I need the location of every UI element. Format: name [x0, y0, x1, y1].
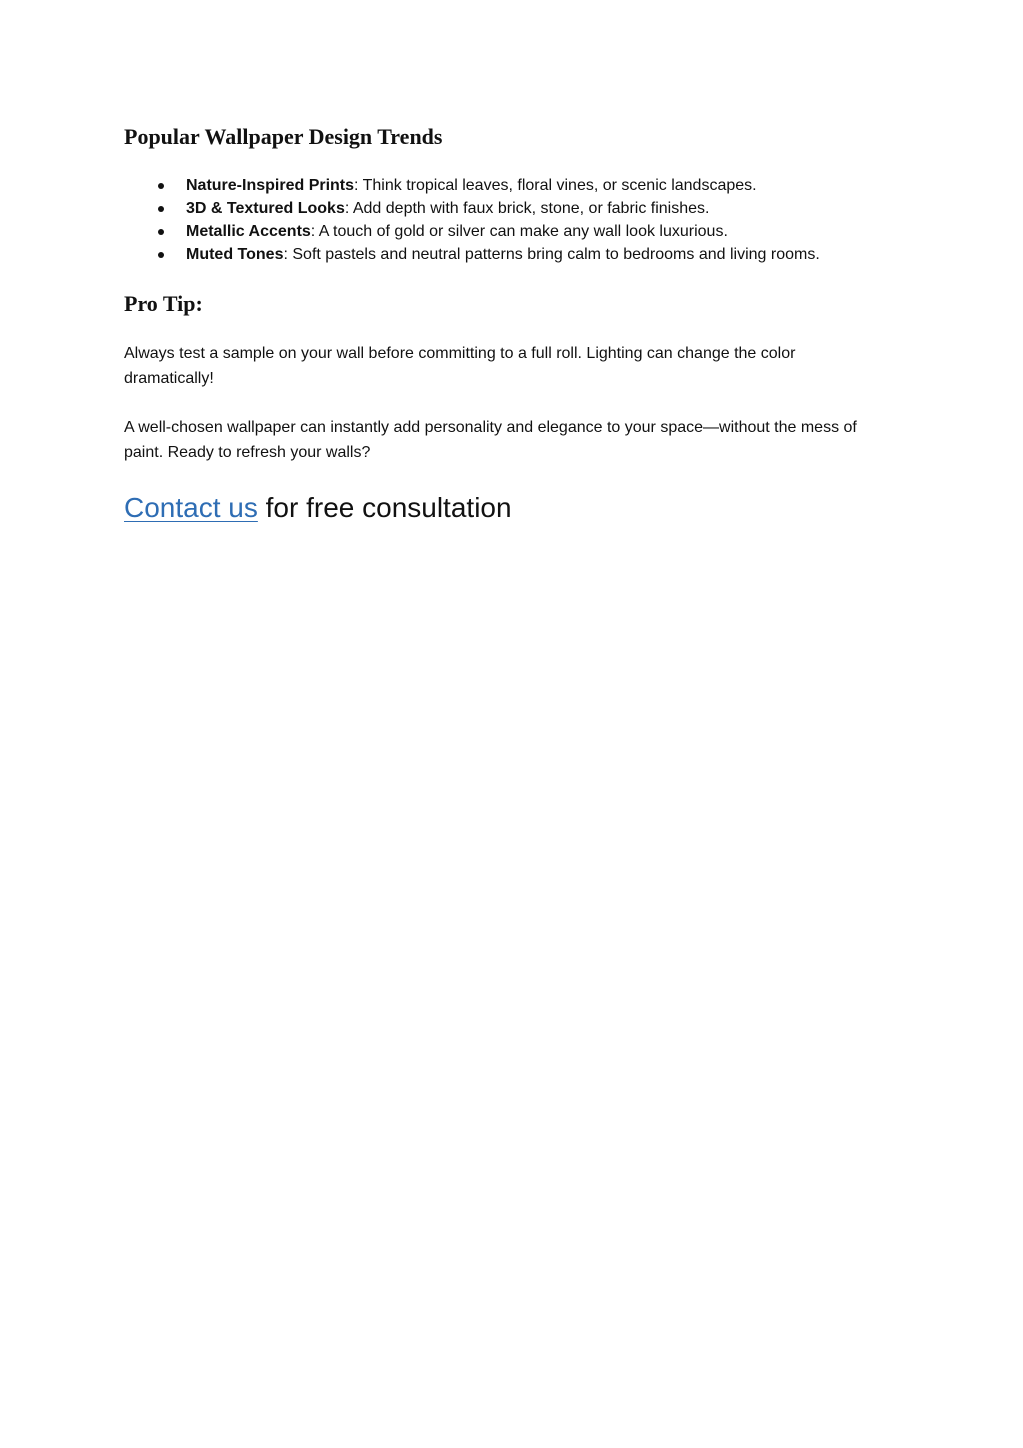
item-text: : Think tropical leaves, floral vines, or scenic landscapes. [354, 177, 757, 194]
list-item [124, 174, 904, 197]
call-to-action [124, 490, 512, 526]
bullet-icon [158, 183, 164, 189]
bullet-icon [158, 252, 164, 258]
item-term: 3D & Textured Looks [186, 200, 345, 217]
cta-text: for free consultation [257, 492, 512, 523]
item-term: Metallic Accents [186, 223, 311, 240]
item-text: : Soft pastels and neutral patterns bring calm to bedrooms and living rooms. [283, 246, 820, 263]
list-item [124, 197, 904, 220]
closing-paragraph: A well-chosen wallpaper can instantly add personality and elegance to your space—without the mess of paint. Ready to refresh your walls? [124, 419, 857, 461]
bullet-icon [158, 229, 164, 235]
item-text: : A touch of gold or silver can make any wall look luxurious. [310, 223, 728, 240]
item-text: : Add depth with faux brick, stone, or fabric finishes. [344, 200, 710, 217]
section-heading-trends: Popular Wallpaper Design Trends [124, 124, 443, 149]
list-item [124, 220, 904, 243]
pro-tip-paragraph: Always test a sample on your wall before committing to a full roll. Lighting can change the color dramatically! [124, 345, 796, 387]
section-heading-pro-tip: Pro Tip: [124, 291, 203, 316]
item-term: Muted Tones [186, 246, 284, 263]
contact-us-link[interactable]: Contact us [124, 492, 258, 523]
list-item [124, 243, 904, 266]
bullet-icon [158, 206, 164, 212]
trends-list [124, 174, 904, 266]
item-term: Nature-Inspired Prints [186, 177, 355, 194]
